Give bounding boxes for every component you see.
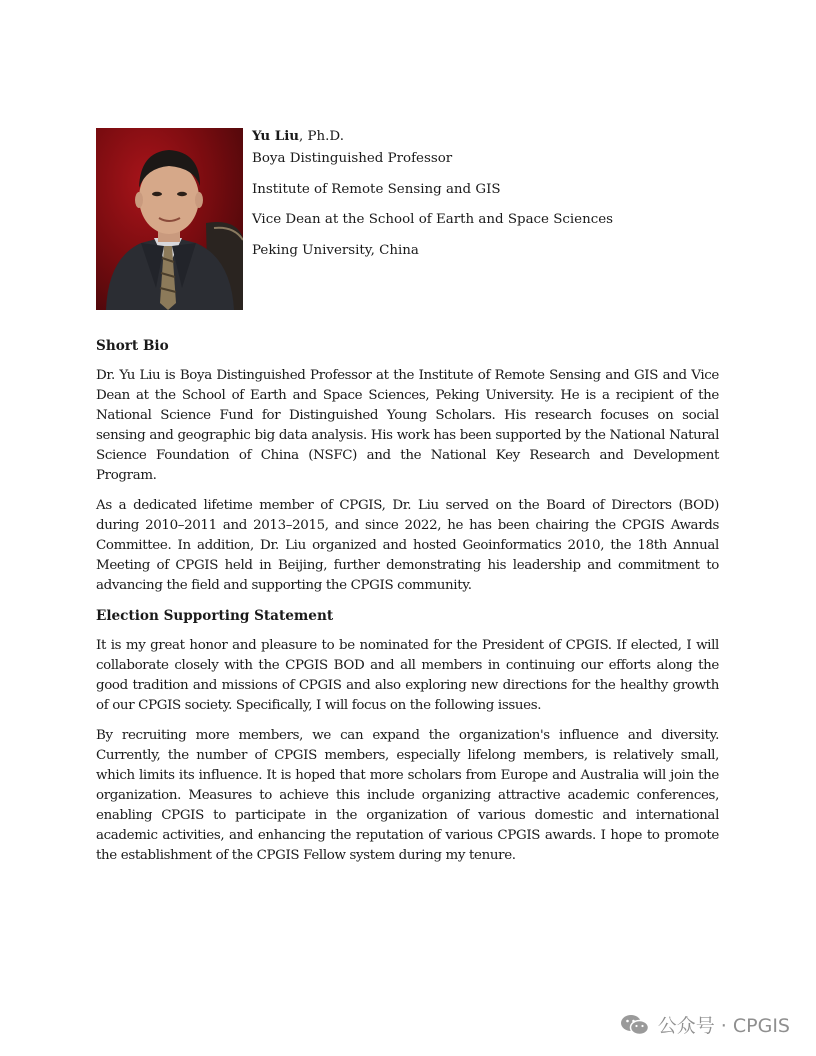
statement-paragraph: It is my great honor and pleasure to be nominated for the President of CPGIS. If elected, I will collaborate closely with the CPGIS BOD and all members in continuing our efforts along the good tradition and missions of CPGIS and also exploring new directions for the healthy growth of our CPGIS society. Specifically, I will focus on the following issues. bbox=[96, 638, 719, 713]
portrait-photo bbox=[96, 128, 243, 310]
profile-institute: Institute of Remote Sensing and GIS bbox=[252, 181, 501, 197]
profile-title: Boya Distinguished Professor bbox=[252, 151, 453, 166]
profile-university: Peking University, China bbox=[252, 242, 419, 258]
profile-name: Yu Liu bbox=[252, 128, 300, 144]
short-bio-heading: Short Bio bbox=[96, 338, 169, 354]
bio-paragraph: As a dedicated lifetime member of CPGIS, Dr. Liu served on the Board of Directors (BOD) during 2010–2011 and 2013–2015, and since 2022, he has been chairing the CPGIS Awards Committee. In addition, Dr. Liu organized and hosted Geoinformatics 2010, the 18th Annual Meeting of CPGIS held in Beijing, further demonstrating his leadership and commitment to advancing the field and supporting the CPGIS community. bbox=[96, 498, 719, 593]
watermark bbox=[620, 1011, 790, 1038]
profile-position: Vice Dean at the School of Earth and Space Sciences bbox=[252, 212, 614, 228]
bio-paragraph: Dr. Yu Liu is Boya Distinguished Professor at the Institute of Remote Sensing and GIS and Vice Dean at the School of Earth and Space Sciences, Peking University. He is a recipient of the National Science Fund for Distinguished Young Scholars. His research focuses on social sensing and geographic big data analysis. His work has been supported by the National Natural Science Foundation of China (NSFC) and the National Key Research and Development Program. bbox=[96, 368, 719, 483]
wechat-icon bbox=[620, 1013, 650, 1037]
statement-paragraph: By recruiting more members, we can expand the organization's influence and diversity. Currently, the number of CPGIS members, especially lifelong members, is relatively small, which limits its influence. It is hoped that more scholars from Europe and Australia will join the organization. Measures to achieve this include organizing attractive academic conferences, enabling CPGIS to participate in the organization of various domestic and international academic activities, and enhancing the reputation of various CPGIS awards. I hope to promote the establishment of the CPGIS Fellow system during my tenure. bbox=[96, 728, 719, 863]
profile-degree: , Ph.D. bbox=[299, 129, 344, 144]
watermark-text: 公众号 · CPGIS bbox=[657, 1015, 790, 1037]
profile-header bbox=[252, 127, 722, 272]
election-statement-heading: Election Supporting Statement bbox=[96, 608, 334, 624]
document-body bbox=[96, 336, 719, 876]
name-line bbox=[252, 127, 722, 146]
